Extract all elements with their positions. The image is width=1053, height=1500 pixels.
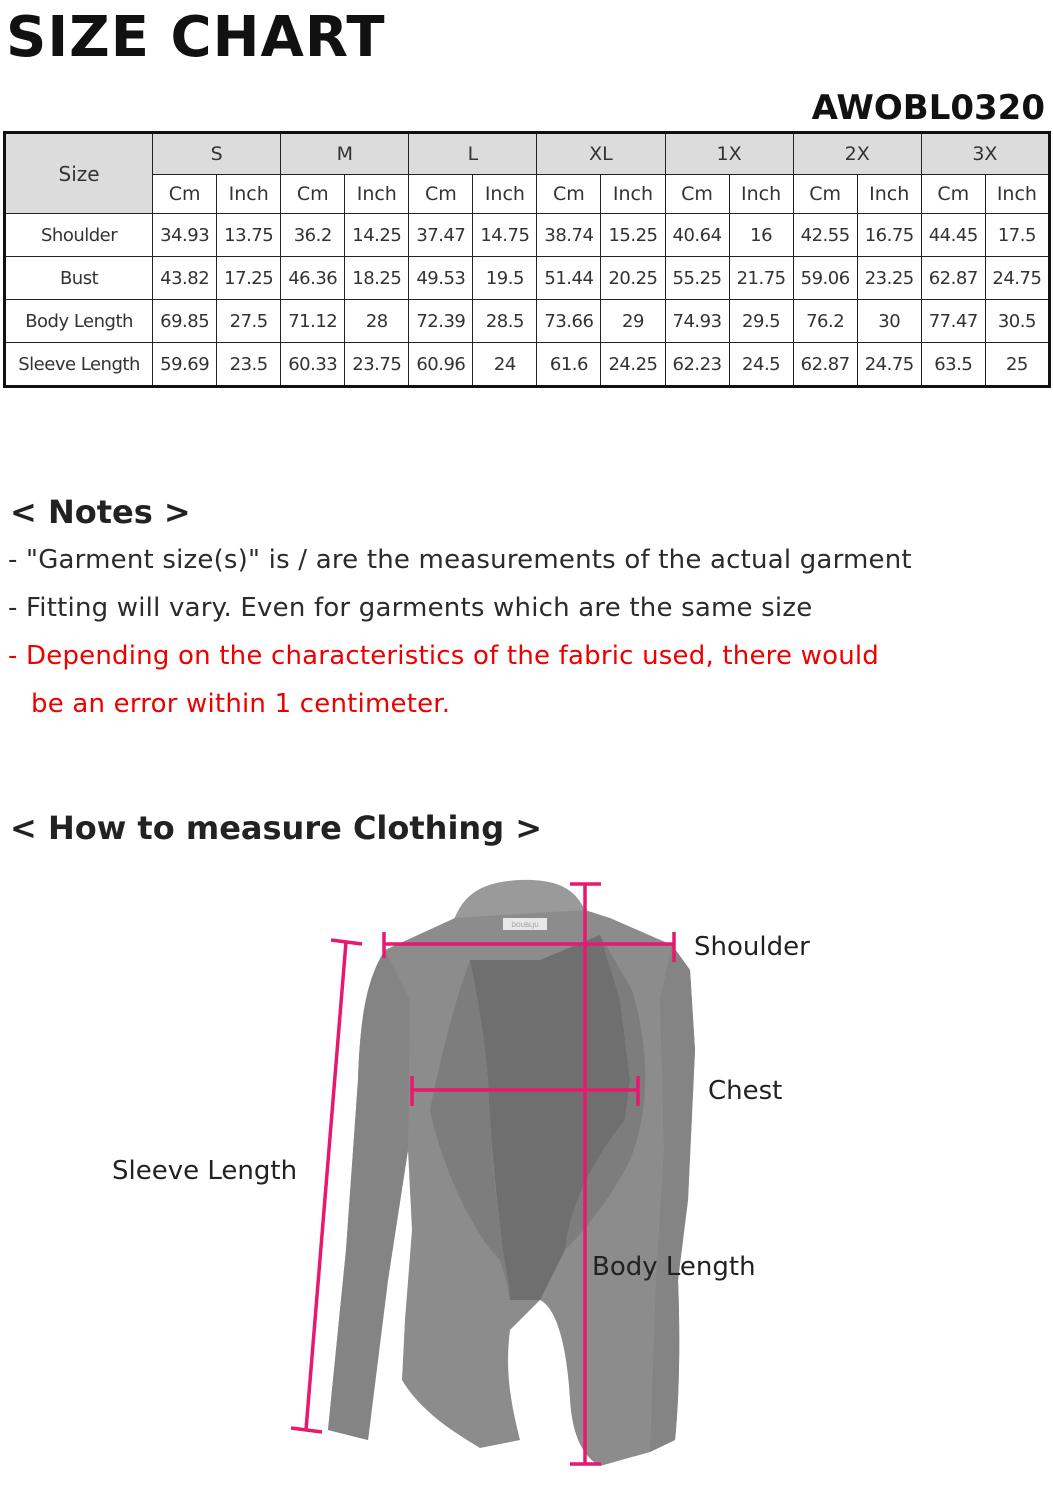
table-cell: 15.25 xyxy=(601,214,665,257)
table-cell: 62.87 xyxy=(793,343,857,387)
sleeve-length-measure-cap-bottom xyxy=(291,1428,322,1432)
table-cell: 55.25 xyxy=(665,257,729,300)
unit-inch-header: Inch xyxy=(217,175,281,214)
table-cell: 73.66 xyxy=(537,300,601,343)
size-header-xl: XL xyxy=(537,133,665,175)
table-cell: 16.75 xyxy=(857,214,921,257)
table-cell: 25 xyxy=(985,343,1049,387)
table-cell: 34.93 xyxy=(153,214,217,257)
table-cell: 49.53 xyxy=(409,257,473,300)
table-cell: 24.5 xyxy=(729,343,793,387)
measurement-diagram xyxy=(0,860,1053,1500)
table-cell: 36.2 xyxy=(281,214,345,257)
table-cell: 60.96 xyxy=(409,343,473,387)
table-cell: 71.12 xyxy=(281,300,345,343)
table-cell: 60.33 xyxy=(281,343,345,387)
unit-cm-header: Cm xyxy=(409,175,473,214)
table-cell: 61.6 xyxy=(537,343,601,387)
size-table xyxy=(3,131,1051,388)
table-row-shoulder xyxy=(5,214,1050,257)
table-cell: 23.25 xyxy=(857,257,921,300)
page-title: SIZE CHART xyxy=(6,5,386,70)
table-cell: 19.5 xyxy=(473,257,537,300)
row-label: Body Length xyxy=(5,300,153,343)
unit-cm-header: Cm xyxy=(537,175,601,214)
table-cell: 27.5 xyxy=(217,300,281,343)
shoulder-label: Shoulder xyxy=(694,932,810,962)
table-cell: 76.2 xyxy=(793,300,857,343)
table-cell: 17.25 xyxy=(217,257,281,300)
size-header-m: M xyxy=(281,133,409,175)
table-cell: 77.47 xyxy=(921,300,985,343)
row-label: Sleeve Length xyxy=(5,343,153,387)
table-cell: 13.75 xyxy=(217,214,281,257)
table-cell: 59.06 xyxy=(793,257,857,300)
table-cell: 42.55 xyxy=(793,214,857,257)
size-column-header: Size xyxy=(5,133,153,214)
chest-label: Chest xyxy=(708,1076,783,1106)
row-label: Bust xyxy=(5,257,153,300)
table-cell: 46.36 xyxy=(281,257,345,300)
unit-inch-header: Inch xyxy=(473,175,537,214)
table-cell: 29 xyxy=(601,300,665,343)
model-code: AWOBL0320 xyxy=(811,88,1045,128)
note-fabric-warning: - Depending on the characteristics of the fabric used, there would xyxy=(8,641,879,671)
unit-cm-header: Cm xyxy=(281,175,345,214)
table-cell: 23.75 xyxy=(345,343,409,387)
size-header-1x: 1X xyxy=(665,133,793,175)
size-header-2x: 2X xyxy=(793,133,921,175)
table-cell: 24.75 xyxy=(985,257,1049,300)
table-row-body-length xyxy=(5,300,1050,343)
table-cell: 59.69 xyxy=(153,343,217,387)
unit-cm-header: Cm xyxy=(793,175,857,214)
sleeve-length-label: Sleeve Length xyxy=(112,1156,298,1186)
table-cell: 24 xyxy=(473,343,537,387)
size-header-l: L xyxy=(409,133,537,175)
table-cell: 44.45 xyxy=(921,214,985,257)
table-cell: 14.25 xyxy=(345,214,409,257)
table-cell: 16 xyxy=(729,214,793,257)
note-fabric-warning-continued: be an error within 1 centimeter. xyxy=(31,689,451,719)
unit-cm-header: Cm xyxy=(665,175,729,214)
size-header-3x: 3X xyxy=(921,133,1049,175)
table-cell: 14.75 xyxy=(473,214,537,257)
table-cell: 23.5 xyxy=(217,343,281,387)
sleeve-length-measure-cap-top xyxy=(331,940,362,944)
table-cell: 28 xyxy=(345,300,409,343)
table-cell: 62.23 xyxy=(665,343,729,387)
brand-tag-text: DOUBLJU xyxy=(511,922,539,929)
unit-inch-header: Inch xyxy=(985,175,1049,214)
table-cell: 24.75 xyxy=(857,343,921,387)
unit-cm-header: Cm xyxy=(153,175,217,214)
note-fitting: - Fitting will vary. Even for garments which are the same size xyxy=(8,593,813,623)
table-cell: 72.39 xyxy=(409,300,473,343)
unit-header-row xyxy=(5,175,1050,214)
table-cell: 29.5 xyxy=(729,300,793,343)
table-cell: 18.25 xyxy=(345,257,409,300)
table-row-bust xyxy=(5,257,1050,300)
table-cell: 17.5 xyxy=(985,214,1049,257)
size-header-row xyxy=(5,133,1050,175)
row-label: Shoulder xyxy=(5,214,153,257)
measure-heading: < How to measure Clothing > xyxy=(10,809,543,847)
table-cell: 30.5 xyxy=(985,300,1049,343)
table-cell: 24.25 xyxy=(601,343,665,387)
notes-heading: < Notes > xyxy=(10,493,191,531)
unit-inch-header: Inch xyxy=(857,175,921,214)
table-cell: 37.47 xyxy=(409,214,473,257)
table-cell: 21.75 xyxy=(729,257,793,300)
size-header-s: S xyxy=(153,133,281,175)
unit-inch-header: Inch xyxy=(601,175,665,214)
table-cell: 51.44 xyxy=(537,257,601,300)
unit-inch-header: Inch xyxy=(345,175,409,214)
table-cell: 69.85 xyxy=(153,300,217,343)
note-garment-size: - "Garment size(s)" is / are the measurements of the actual garment xyxy=(8,545,912,575)
table-cell: 20.25 xyxy=(601,257,665,300)
table-row-sleeve-length xyxy=(5,343,1050,387)
unit-inch-header: Inch xyxy=(729,175,793,214)
table-cell: 30 xyxy=(857,300,921,343)
table-cell: 43.82 xyxy=(153,257,217,300)
table-cell: 38.74 xyxy=(537,214,601,257)
table-cell: 40.64 xyxy=(665,214,729,257)
table-cell: 63.5 xyxy=(921,343,985,387)
table-cell: 28.5 xyxy=(473,300,537,343)
unit-cm-header: Cm xyxy=(921,175,985,214)
table-cell: 62.87 xyxy=(921,257,985,300)
body-length-label: Body Length xyxy=(592,1252,756,1282)
table-cell: 74.93 xyxy=(665,300,729,343)
